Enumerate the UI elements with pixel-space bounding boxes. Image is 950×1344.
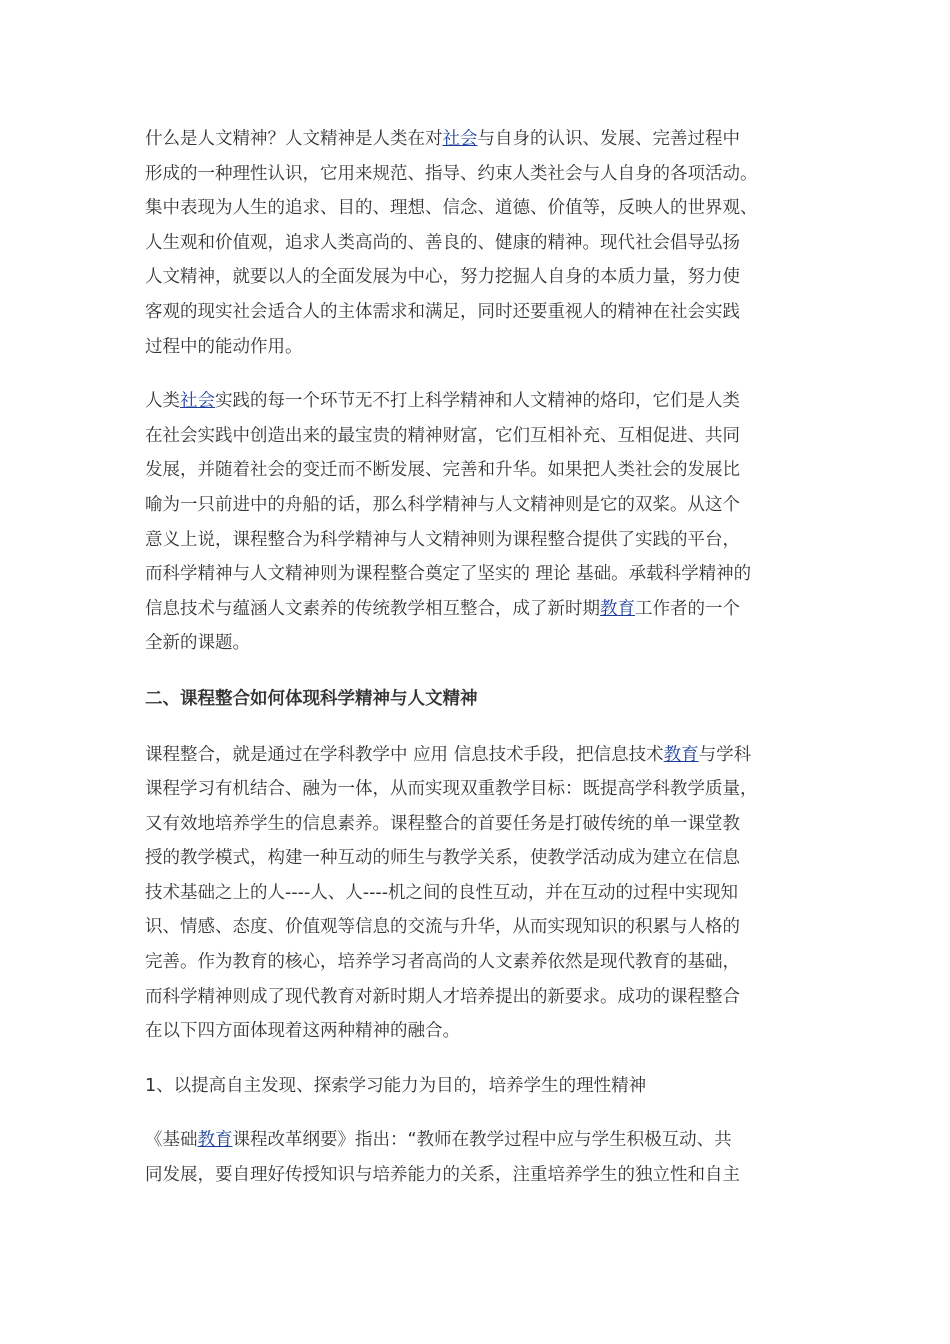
link-education[interactable]: 教育 bbox=[600, 598, 635, 619]
text-line bbox=[145, 1123, 810, 1158]
paragraph-science-and-humanities bbox=[145, 384, 810, 661]
text-line: 而科学精神则成了现代教育对新时期人才培养提出的新要求。成功的课程整合 bbox=[145, 986, 740, 1007]
link-society[interactable]: 社会 bbox=[442, 129, 478, 149]
text-line bbox=[145, 738, 810, 773]
text-segment: 实践的每一个环节无不打上科学精神和人文精神的烙印，它们是人类 bbox=[215, 391, 740, 412]
document-body bbox=[145, 122, 810, 1193]
text-line: 识、情感、态度、价值观等信息的交流与升华，从而实现知识的积累与人格的 bbox=[145, 917, 740, 938]
text-line: 集中表现为人生的追求、目的、理想、信念、道德、价值等，反映人的世界观、 bbox=[145, 198, 758, 219]
paragraph-curriculum-reform-quote bbox=[145, 1123, 810, 1192]
text-line: 又有效地培养学生的信息素养。课程整合的首要任务是打破传统的单一课堂教 bbox=[145, 813, 740, 834]
text-line bbox=[145, 122, 810, 157]
text-segment: 《基础 bbox=[145, 1130, 198, 1151]
text-line: 意义上说，课程整合为科学精神与人文精神则为课程整合提供了实践的平台， bbox=[145, 529, 740, 550]
text-line: 形成的一种理性认识，它用来规范、指导、约束人类社会与人自身的各项活动。 bbox=[145, 163, 758, 184]
text-segment: 与自身的认识、发展、完善过程中 bbox=[477, 129, 740, 149]
subheading-rational-spirit bbox=[145, 1069, 810, 1104]
text-segment: 工作者的一个 bbox=[635, 598, 740, 619]
text-line: 技术基础之上的人----人、人----机之间的良性互动，并在互动的过程中实现知 bbox=[145, 882, 739, 903]
paragraph-humanistic-spirit-definition bbox=[145, 122, 810, 364]
text-segment: 什么是人文精神？人文精神是人类在对 bbox=[145, 129, 443, 149]
text-segment: 与学科 bbox=[698, 744, 752, 765]
paragraph-curriculum-integration bbox=[145, 738, 810, 1049]
text-segment: 课程整合，就是通过在学科教学中 应用 信息技术手段，把信息技术 bbox=[145, 744, 664, 765]
text-line: 1、以提高自主发现、探索学习能力为目的，培养学生的理性精神 bbox=[145, 1075, 647, 1096]
text-line: 发展，并随着社会的变迁而不断发展、完善和升华。如果把人类社会的发展比 bbox=[145, 460, 740, 481]
text-line: 课程学习有机结合、融为一体，从而实现双重教学目标：既提高学科教学质量， bbox=[145, 779, 758, 800]
link-education[interactable]: 教育 bbox=[663, 744, 699, 765]
text-line: 喻为一只前进中的舟船的话，那么科学精神与人文精神则是它的双桨。从这个 bbox=[145, 494, 740, 515]
text-line: 客观的现实社会适合人的主体需求和满足，同时还要重视人的精神在社会实践 bbox=[145, 301, 740, 322]
text-line: 而科学精神与人文精神则为课程整合奠定了坚实的 理论 基础。承载科学精神的 bbox=[145, 564, 752, 585]
text-line: 在社会实践中创造出来的最宝贵的精神财富，它们互相补充、互相促进、共同 bbox=[145, 425, 740, 446]
link-society[interactable]: 社会 bbox=[180, 391, 215, 412]
link-education[interactable]: 教育 bbox=[197, 1130, 233, 1151]
text-line: 人生观和价值观，追求人类高尚的、善良的、健康的精神。现代社会倡导弘扬 bbox=[145, 232, 740, 253]
text-line: 同发展，要自理好传授知识与培养能力的关系，注重培养学生的独立性和自主 bbox=[145, 1165, 740, 1186]
text-line: 过程中的能动作用。 bbox=[145, 336, 303, 357]
text-segment: 人类 bbox=[145, 391, 180, 412]
text-segment: 信息技术与蕴涵人文素养的传统教学相互整合，成了新时期 bbox=[145, 598, 600, 619]
text-line: 人文精神，就要以人的全面发展为中心，努力挖掘人自身的本质力量，努力使 bbox=[145, 267, 740, 288]
text-line bbox=[145, 592, 810, 627]
text-line: 完善。作为教育的核心，培养学习者高尚的人文素养依然是现代教育的基础， bbox=[145, 952, 740, 973]
section-heading: 二、课程整合如何体现科学精神与人文精神 bbox=[145, 688, 478, 709]
text-line: 授的教学模式，构建一种互动的师生与教学关系，使教学活动成为建立在信息 bbox=[145, 848, 740, 869]
text-line: 全新的课题。 bbox=[145, 633, 250, 654]
text-segment: 课程改革纲要》指出：“教师在教学过程中应与学生积极互动、共 bbox=[232, 1130, 732, 1151]
text-line bbox=[145, 384, 810, 419]
text-line: 在以下四方面体现着这两种精神的融合。 bbox=[145, 1021, 460, 1042]
